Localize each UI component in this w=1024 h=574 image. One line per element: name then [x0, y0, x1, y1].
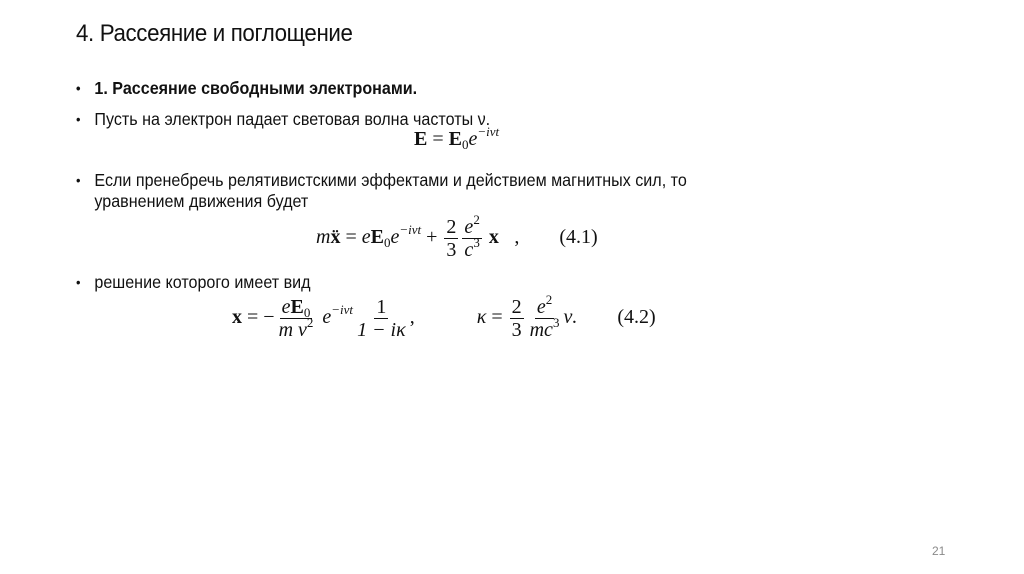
exponent: 3	[552, 315, 560, 330]
bullet-text: решение которого имеет вид	[94, 272, 311, 292]
bullet-heading	[76, 78, 417, 99]
bullet-motion	[76, 170, 687, 212]
numerator: 2	[511, 296, 522, 318]
symbol-E: E	[414, 128, 428, 150]
denominator: 3	[446, 239, 457, 261]
equation-label: (4.1)	[559, 226, 598, 249]
fraction-2-3	[510, 296, 524, 341]
denominator-text: 1 − iκ	[357, 319, 406, 341]
exponent: 2	[473, 212, 480, 227]
symbol-e: e	[468, 128, 478, 150]
bullet-text-line2: уравнением движения будет	[94, 191, 309, 211]
symbol-e: e	[464, 216, 474, 238]
bullet-dot: •	[76, 80, 81, 96]
symbol-e: e	[322, 306, 332, 329]
symbol-m: m	[316, 226, 331, 249]
numerator: 1	[376, 296, 387, 318]
symbol-E: E	[370, 226, 384, 249]
bullet-solution	[76, 272, 311, 293]
fraction-e2-mc3	[528, 292, 562, 341]
denominator	[355, 319, 408, 341]
denominator-text: m ν	[278, 319, 307, 341]
comma: ,	[409, 306, 415, 329]
exponent: −iνt	[477, 124, 500, 139]
subscript: 0	[303, 305, 311, 320]
equals-sign: =	[486, 306, 508, 329]
symbol-xdd: ẍ	[330, 226, 341, 249]
minus-sign: −	[263, 306, 275, 329]
denominator	[528, 315, 562, 341]
equals-sign: =	[242, 306, 264, 329]
exponent: −iνt	[399, 222, 422, 238]
symbol-nu: ν.	[563, 306, 578, 329]
bullet-dot: •	[76, 111, 81, 127]
exponent: 2	[306, 315, 314, 330]
exponent: 2	[545, 292, 553, 307]
bullet-text: Пусть на электрон падает световая волна частоты ν.	[94, 109, 491, 129]
subscript: 0	[461, 137, 469, 152]
plus-sign: +	[421, 226, 443, 249]
fraction-1-1-ik	[355, 296, 408, 341]
fraction-e2-c3	[462, 212, 481, 261]
equation-wave	[414, 124, 500, 152]
numerator: 2	[446, 216, 457, 238]
symbol-xddd: x⃛	[488, 226, 515, 249]
numerator	[535, 292, 554, 319]
symbol-x: x	[232, 306, 242, 329]
page-number: 21	[932, 544, 946, 558]
fraction-2-3	[444, 216, 458, 261]
equals-sign: =	[427, 128, 449, 150]
bullet-dot: •	[76, 274, 81, 290]
slide-title: 4. Рассеяние и поглощение	[76, 20, 353, 47]
denominator	[462, 235, 481, 261]
bullet-text-line1: Если пренебречь релятивистскими эффектами и действием магнитных сил, то	[94, 170, 687, 190]
fraction-eE0-mv2	[277, 296, 316, 341]
symbol-e: e	[390, 226, 400, 249]
symbol-E: E	[448, 128, 462, 150]
symbol-e: e	[536, 296, 546, 318]
equals-sign: =	[340, 226, 362, 249]
symbol-e: e	[281, 296, 291, 318]
denominator	[277, 315, 316, 341]
bullet-text	[94, 170, 686, 212]
symbol-kappa: κ	[476, 306, 487, 329]
exponent: 3	[473, 235, 480, 250]
symbol-e: e	[361, 226, 371, 249]
denominator: 3	[511, 319, 522, 341]
comma: ,	[514, 226, 520, 249]
equation-4-2	[232, 292, 656, 341]
exponent: −iνt	[331, 302, 354, 318]
bullet-wave	[76, 109, 490, 130]
equation-label: (4.2)	[617, 306, 656, 329]
denominator-text: mc	[529, 319, 553, 341]
symbol-E: E	[290, 296, 304, 318]
bullet-text: 1. Рассеяние свободными электронами.	[94, 78, 418, 98]
symbol-c: c	[464, 239, 474, 261]
equation-4-1	[316, 212, 598, 261]
subscript: 0	[383, 235, 391, 251]
bullet-dot: •	[76, 172, 81, 188]
